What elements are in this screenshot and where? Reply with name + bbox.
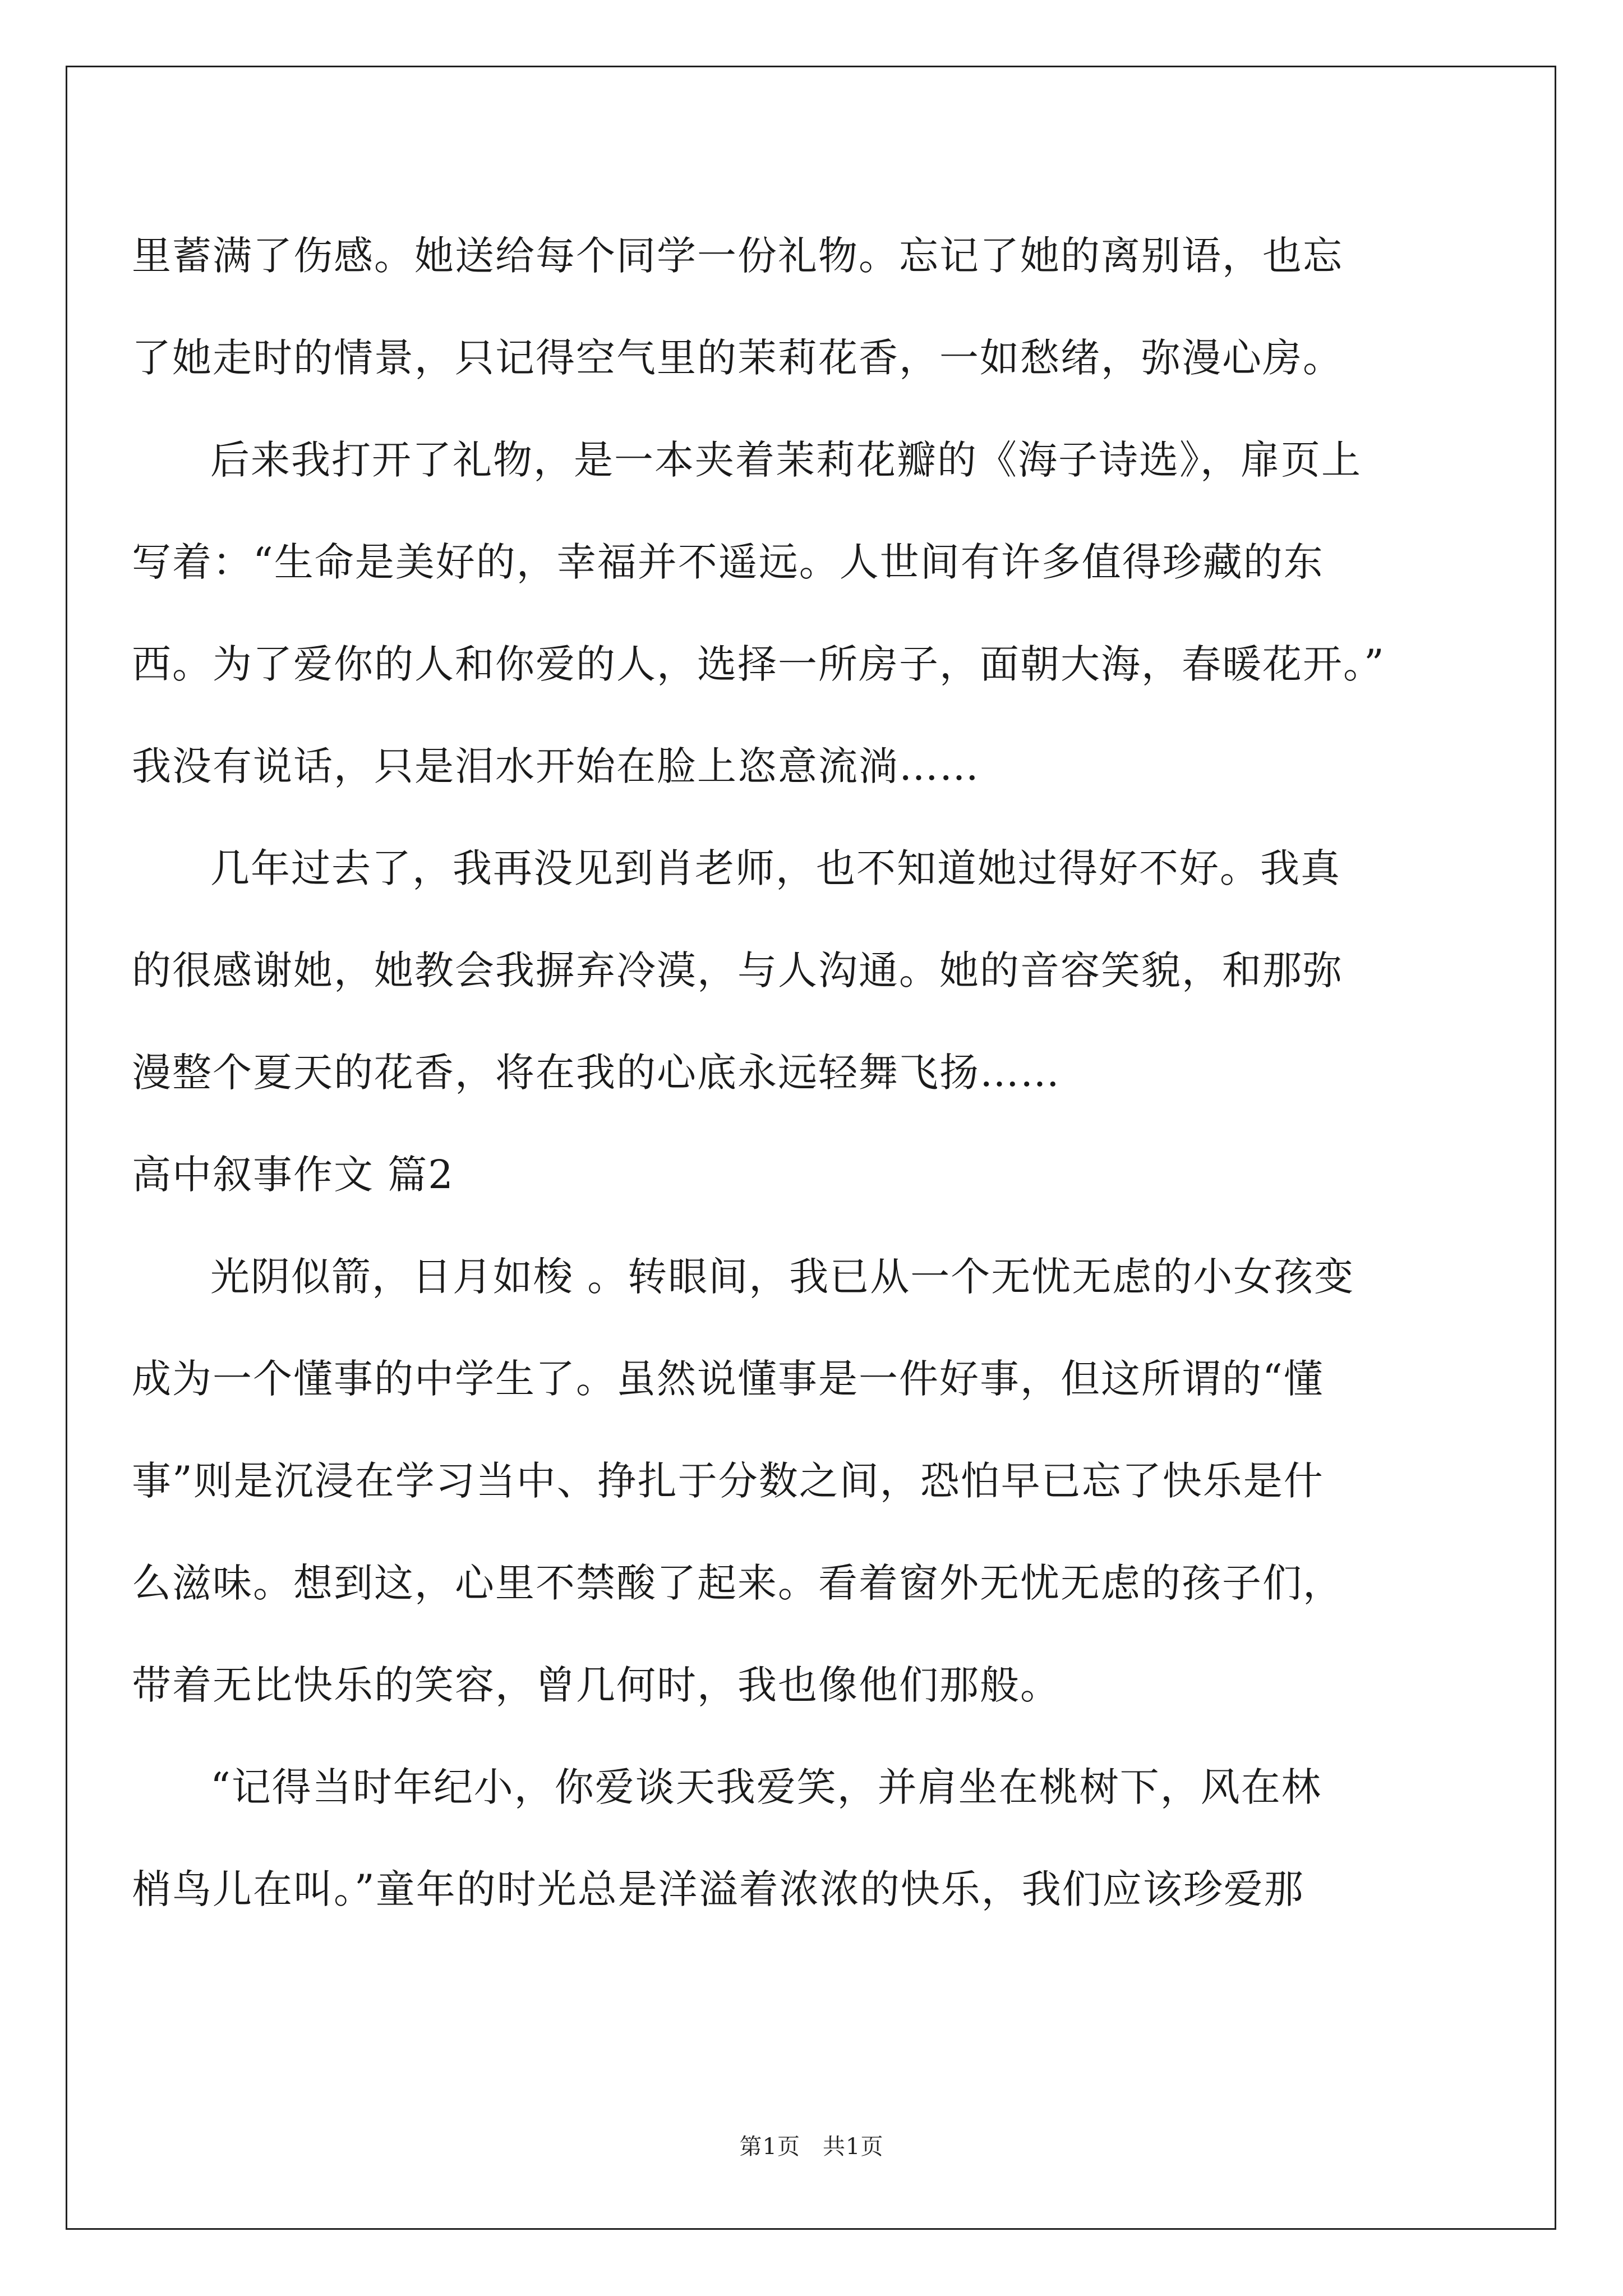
paragraph-start-line: 后来我打开了礼物，是一本夹着茉莉花瓣的《海子诗选》，扉页上 (210, 437, 1362, 483)
paragraph-start-line: 几年过去了，我再没见到肖老师，也不知道她过得好不好。我真 (210, 845, 1341, 891)
text-line: 写着：“生命是美好的，幸福并不遥远。人世间有许多值得珍藏的东 (132, 539, 1324, 585)
page-total: 共1页 (823, 2134, 884, 2160)
section-heading: 高中叙事作文 篇2 (132, 1152, 454, 1198)
text-line: 么滋味。想到这，心里不禁酸了起来。看着窗外无忧无虑的孩子们， (132, 1560, 1343, 1606)
page-number: 第1页 (739, 2134, 800, 2160)
text-line: 漫整个夏天的花香，将在我的心底永远轻舞飞扬…… (132, 1050, 1061, 1096)
text-line: 了她走时的情景，只记得空气里的茉莉花香，一如愁绪，弥漫心房。 (132, 335, 1343, 381)
paragraph-start-line: 光阴似箭，日月如梭 。转眼间，我已从一个无忧无虑的小女孩变 (210, 1254, 1355, 1300)
page-footer (0, 2129, 1623, 2161)
text-line: 的很感谢她，她教会我摒弃冷漠，与人沟通。她的音容笑貌，和那弥 (132, 947, 1343, 993)
text-line: 西。为了爱你的人和你爱的人，选择一所房子，面朝大海，春暖花开。” (132, 641, 1385, 687)
paragraph-start-line: “记得当时年纪小，你爱谈天我爱笑，并肩坐在桃树下，风在林 (210, 1764, 1322, 1810)
text-line: 成为一个懂事的中学生了。虽然说懂事是一件好事，但这所谓的“懂 (132, 1356, 1324, 1402)
text-line: 事”则是沉浸在学习当中、挣扎于分数之间，恐怕早已忘了快乐是什 (132, 1458, 1324, 1504)
text-line: 带着无比快乐的笑容，曾几何时，我也像他们那般。 (132, 1662, 1061, 1708)
text-line: 梢鸟儿在叫。”童年的时光总是洋溢着浓浓的快乐，我们应该珍爱那 (132, 1866, 1304, 1912)
text-line: 我没有说话，只是泪水开始在脸上恣意流淌…… (132, 743, 980, 789)
text-line: 里蓄满了伤感。她送给每个同学一份礼物。忘记了她的离别语，也忘 (132, 233, 1343, 279)
document-body (132, 205, 1444, 1940)
